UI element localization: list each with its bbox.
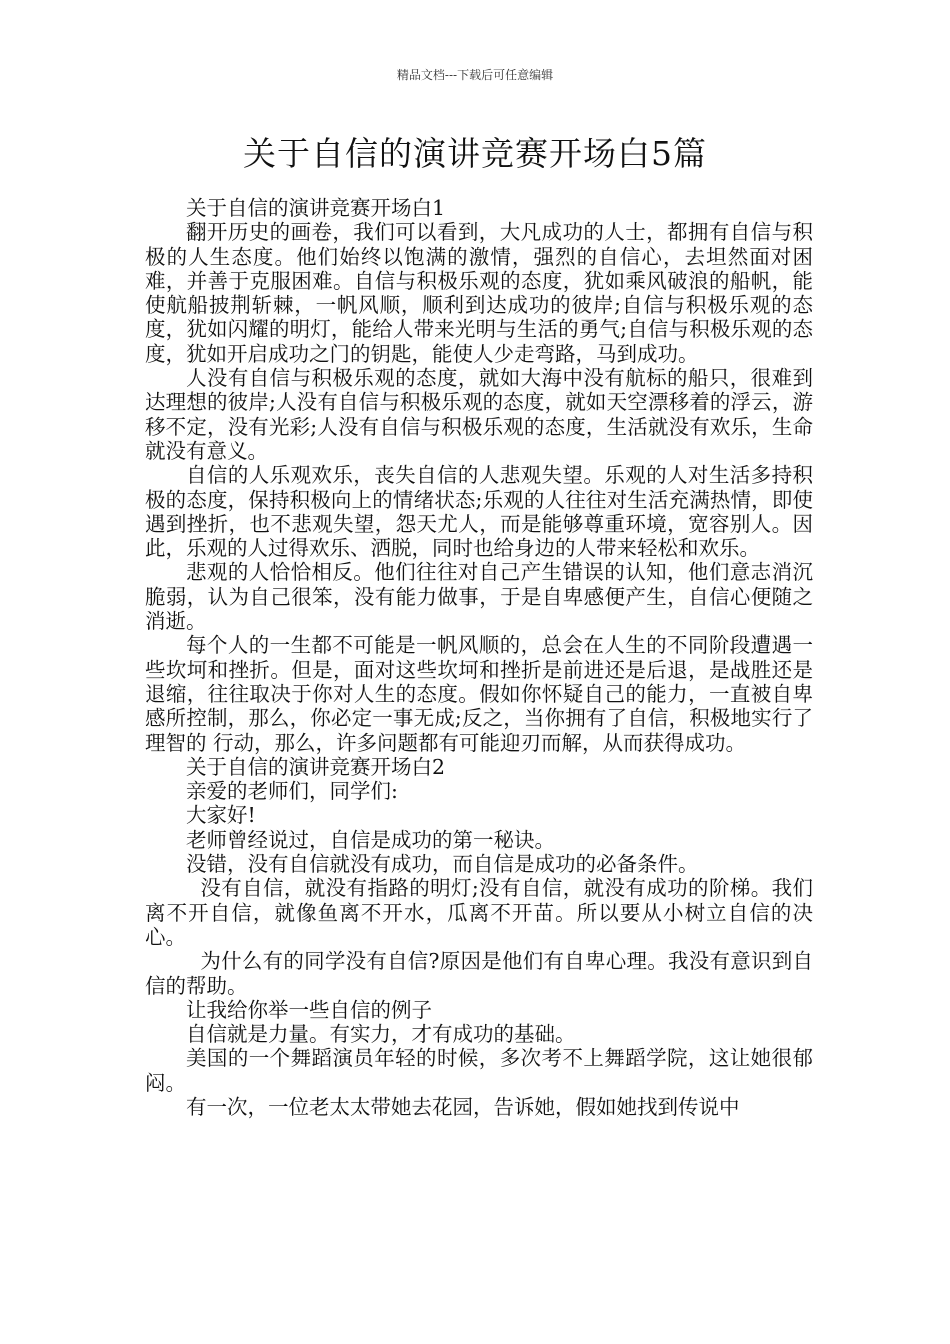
paragraph: 老师曾经说过，自信是成功的第一秘诀。 xyxy=(186,827,555,852)
paragraph: 没错，没有自信就没有成功，而自信是成功的必备条件。 xyxy=(186,852,699,877)
paragraph: 每个人的一生都不可能是一帆风顺的，总会在人生的不同阶段遭遇一些坎坷和挫折。但是，面对这些坎坷和挫折是前进还是后退，是战胜还是退缩，往往取决于你对人生的态度。假如你怀疑自己的能力，一直被自卑感所控制，那么，你必定一事无成;反之，当你拥有了自信，积极地实行了理智的 行动，那么，许多问题都有可能迎刃而解，从而获得成功。 xyxy=(145,633,813,755)
paragraph: 人没有自信与积极乐观的态度，就如大海中没有航标的船只，很难到达理想的彼岸;人没有自信与积极乐观的态度，就如天空漂移着的浮云，游移不定，没有光彩;人没有自信与积极乐观的态度，生活就没有欢乐，生命就没有意义。 xyxy=(145,366,813,463)
document-body xyxy=(145,196,813,1119)
document-title: 关于自信的演讲竞赛开场白5篇 xyxy=(243,134,707,173)
paragraph: 让我给你举一些自信的例子 xyxy=(186,997,432,1022)
page-header: 精品文档---下载后可任意编辑 xyxy=(396,68,554,82)
paragraph: 美国的一个舞蹈演员年轻的时候，多次考不上舞蹈学院，这让她很郁闷。 xyxy=(145,1046,813,1095)
section-heading: 关于自信的演讲竞赛开场白1 xyxy=(186,196,446,220)
paragraph: 亲爱的老师们，同学们: xyxy=(186,779,398,804)
paragraph: 悲观的人恰恰相反。他们往往对自己产生错误的认知，他们意志消沉脆弱，认为自己很笨，没有能力做事，于是自卑感便产生，自信心便随之消逝。 xyxy=(145,560,813,634)
paragraph: 自信的人乐观欢乐，丧失自信的人悲观失望。乐观的人对生活多持积极的态度，保持积极向上的情绪状态;乐观的人往往对生活充满热情，即使遇到挫折，也不悲观失望，怨天尤人，而是能够尊重环境，宽容别人。因此，乐观的人过得欢乐、洒脱，同时也给身边的人带来轻松和欢乐。 xyxy=(145,463,813,561)
paragraph: 翻开历史的画卷，我们可以看到，大凡成功的人士，都拥有自信与积极的人生态度。他们始终以饱满的激情，强烈的自信心，去坦然面对困难，并善于克服困难。自信与积极乐观的态度，犹如乘风破浪的船帆，能使航船披荆斩棘，一帆风顺，顺利到达成功的彼岸;自信与积极乐观的态度，犹如闪耀的明灯，能给人带来光明与生活的勇气;自信与积极乐观的态度，犹如开启成功之门的钥匙，能使人少走弯路，马到成功。 xyxy=(145,220,813,366)
paragraph: 没有自信，就没有指路的明灯;没有自信，就没有成功的阶梯。我们离不开自信，就像鱼离不开水，瓜离不开苗。所以要从小树立自信的决心。 xyxy=(145,876,813,949)
paragraph: 自信就是力量。有实力，才有成功的基础。 xyxy=(186,1022,576,1047)
paragraph: 大家好! xyxy=(186,803,256,828)
section-heading: 关于自信的演讲竞赛开场白2 xyxy=(186,754,446,779)
paragraph: 为什么有的同学没有自信?原因是他们有自卑心理。我没有意识到自信的帮助。 xyxy=(145,949,813,998)
paragraph: 有一次，一位老太太带她去花园，告诉她，假如她找到传说中 xyxy=(186,1094,740,1119)
